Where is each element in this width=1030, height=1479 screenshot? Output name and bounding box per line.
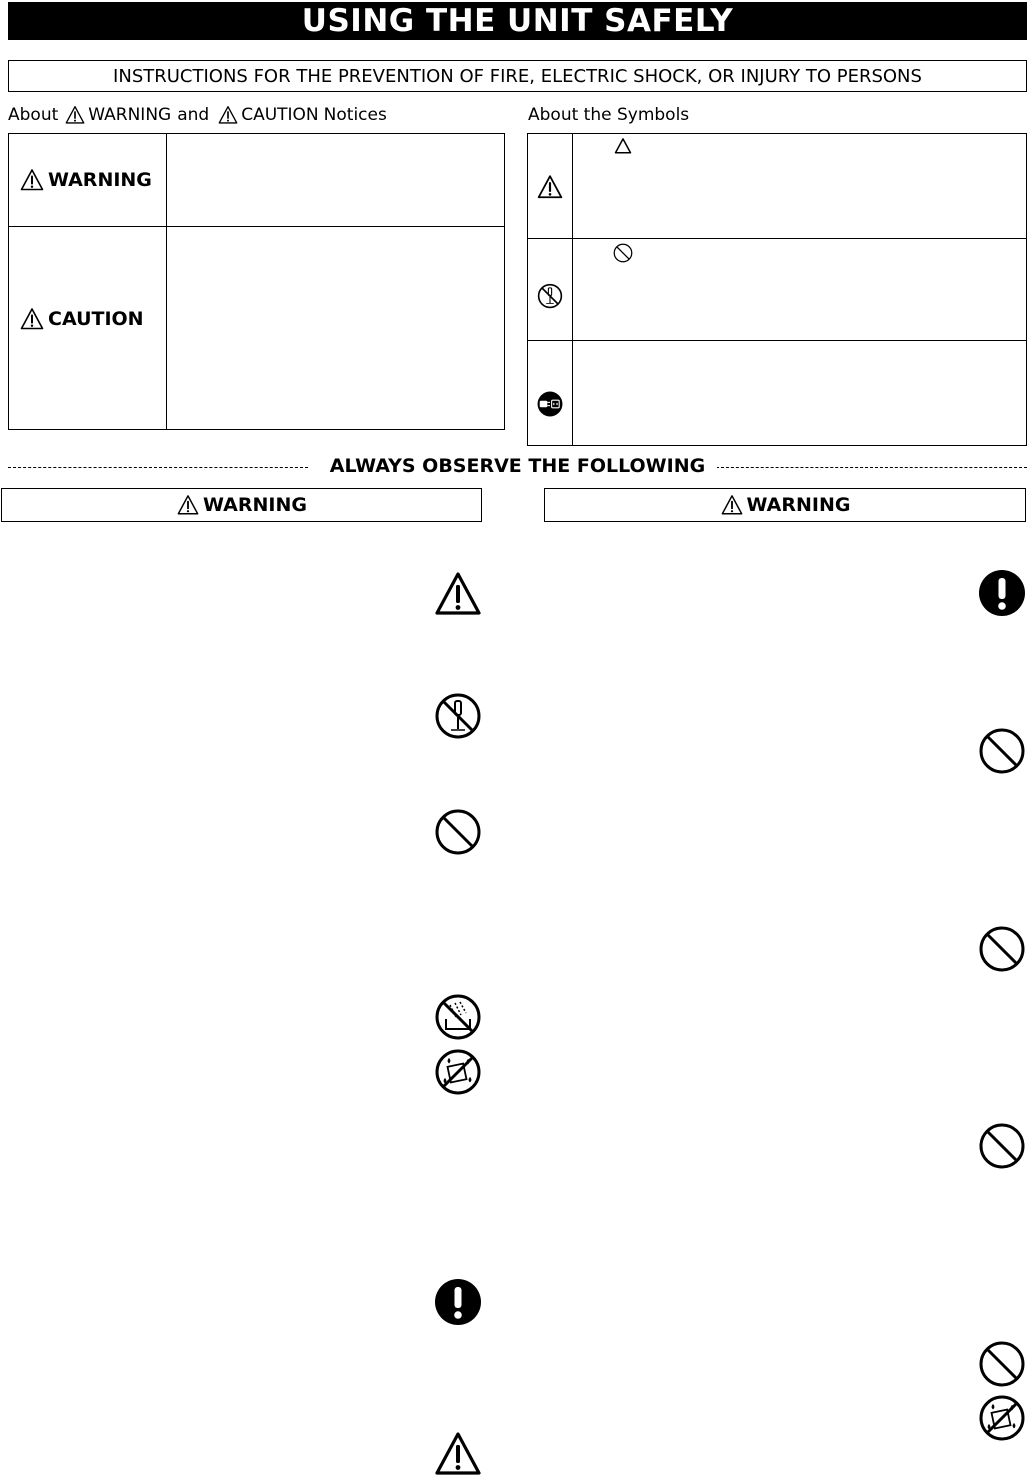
no-liquids-icon: [434, 1048, 482, 1096]
caution-triangle-icon: [537, 174, 563, 200]
no-liquids-icon: [978, 1394, 1026, 1442]
caution-triangle-icon: [720, 494, 744, 516]
page-title: USING THE UNIT SAFELY: [301, 3, 734, 39]
mandatory-icon: [978, 569, 1026, 617]
warning-notice-label: [19, 168, 152, 192]
notices-heading-about: About: [8, 105, 59, 125]
prohibited-icon: [434, 808, 482, 856]
notices-heading-caution: CAUTION: [241, 105, 319, 125]
notices-heading-and: and: [177, 105, 210, 125]
prohibited-icon: [613, 243, 633, 263]
always-observe-text: ALWAYS OBSERVE THE FOLLOWING: [318, 455, 717, 477]
notices-heading: [8, 105, 387, 125]
table-divider: [528, 340, 1026, 341]
instructions-bar: [8, 60, 1027, 92]
right-warning-box: [544, 488, 1026, 522]
right-warning-label: WARNING: [746, 494, 851, 516]
symbols-table: [527, 133, 1027, 446]
no-disassembly-icon: [537, 283, 563, 309]
table-divider: [9, 226, 504, 227]
caution-triangle-icon: [19, 307, 45, 331]
prohibited-icon: [978, 1340, 1026, 1388]
symbols-heading: [528, 105, 689, 125]
caution-triangle-icon: [434, 570, 482, 618]
warning-label-text: WARNING: [48, 169, 152, 191]
notices-table: [8, 133, 505, 430]
notices-heading-warning: WARNING: [88, 105, 172, 125]
caution-triangle-icon: [19, 168, 45, 192]
caution-triangle-icon: [64, 105, 86, 125]
prohibited-icon: [978, 1122, 1026, 1170]
always-observe-row: [8, 455, 1027, 479]
left-warning-box: [1, 488, 482, 522]
unplug-icon: [537, 391, 563, 417]
mandatory-icon: [434, 1278, 482, 1326]
table-divider: [572, 134, 573, 445]
caution-triangle-icon: [434, 1430, 482, 1478]
table-divider: [166, 134, 167, 429]
caution-label-text: CAUTION: [48, 308, 144, 330]
left-warning-label: WARNING: [203, 494, 307, 516]
notices-heading-notices: Notices: [323, 105, 387, 125]
caution-triangle-icon: [176, 494, 200, 516]
symbols-heading-text: About the Symbols: [528, 105, 690, 125]
page-title-bar: [8, 2, 1027, 40]
no-disassembly-icon: [434, 692, 482, 740]
no-water-icon: [434, 993, 482, 1041]
prohibited-icon: [978, 727, 1026, 775]
instructions-text: INSTRUCTIONS FOR THE PREVENTION OF FIRE, ELECTRIC SHOCK, OR INJURY TO PERSONS: [113, 65, 922, 87]
caution-notice-label: [19, 307, 144, 331]
caution-triangle-icon: [217, 105, 239, 125]
triangle-outline-icon: [613, 137, 633, 155]
table-divider: [528, 238, 1026, 239]
always-observe-heading: [8, 455, 1027, 477]
prohibited-icon: [978, 925, 1026, 973]
